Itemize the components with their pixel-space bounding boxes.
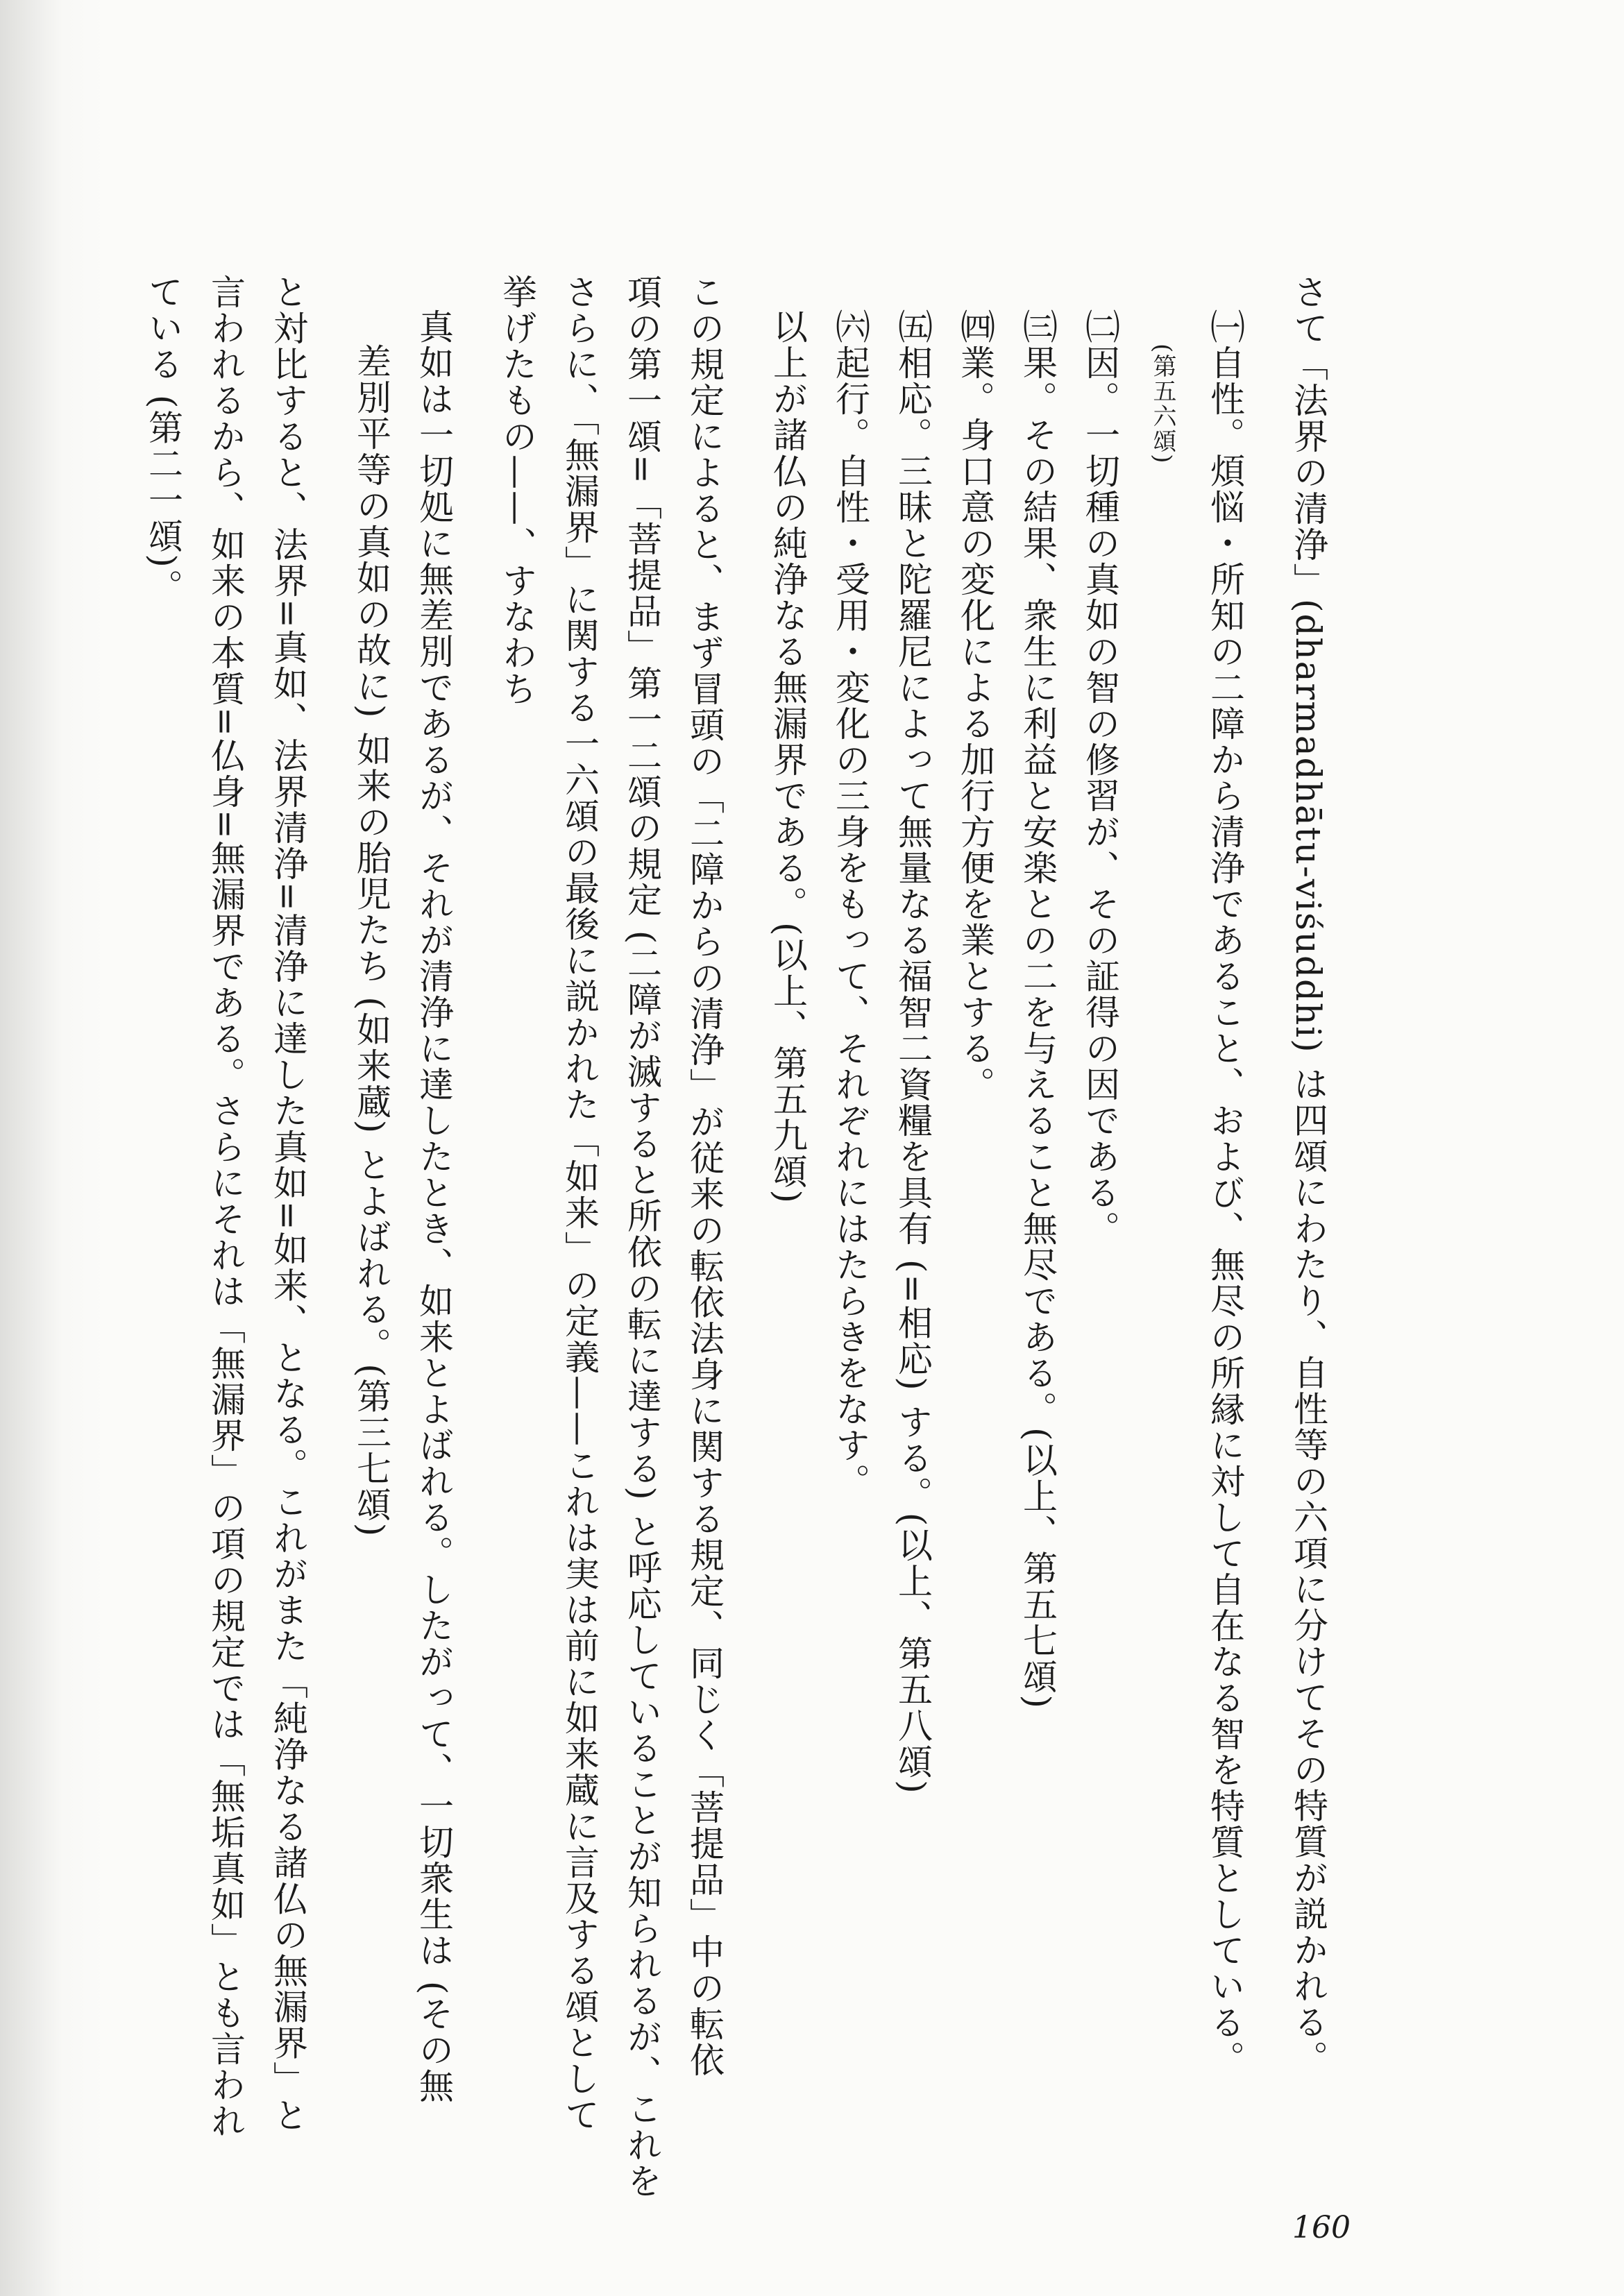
text-line: ㈢果。その結果、衆生に利益と安楽との二を与えること無尽である。(以上、第五七頌) — [1017, 309, 1058, 1710]
body-text — [132, 274, 1339, 2200]
text-line: 挙げたもの——、すなわち — [497, 274, 537, 707]
text-line: 以上が諸仏の純浄なる無漏界である。(以上、第五九頌) — [768, 309, 808, 1205]
text-line: 真如は一切処に無差別であるが、それが清浄に達したとき、如来とよばれる。したがって、一切衆生は (その無 — [414, 309, 454, 2104]
text-line: ㈡因。一切種の真如の智の修習が、その証得の因である。 — [1080, 309, 1120, 1247]
text-line: ㈤相応。三昧と陀羅尼によって無量なる福智二資糧を具有 (=相応) する。(以上、第五八頌) — [893, 309, 933, 1795]
text-line: さらに、「無漏界」に関する一六頌の最後に説かれた「如来」の定義——これは実は前に如来蔵に言及する頌として — [559, 274, 600, 2133]
text-line: と対比すると、法界=真如、法界清浄=清浄に達した真如=如来、となる。これがまた「純浄なる諸仏の無漏界」と — [268, 274, 308, 2134]
text-line: ㈥起行。自性・受用・変化の三身をもって、それぞれにはたらきをなす。 — [830, 309, 870, 1499]
text-line: この規定によると、まず冒頭の「二障からの清浄」が従来の転依法身に関する規定、同じく「菩提品」中の転依 — [684, 274, 725, 2078]
text-line-citation: (第五六頌) — [1149, 343, 1176, 465]
text-line: ㈣業。身口意の変化による加行方便を業とする。 — [955, 309, 995, 1103]
text-line: 差別平等の真如の故に) 如来の胎児たち (如来蔵) とよばれる。(第三七頌) — [351, 343, 391, 1538]
text-line: さて「法界の清浄」(dharmadhātu-viśuddhi) は四頌にわたり、自性等の六項に分けてその特質が説かれる。 — [1288, 274, 1328, 2077]
page-edge-shadow — [0, 0, 104, 2296]
text-line: 項の第一頌=「菩提品」第一二頌の規定 (二障が滅すると所依の転に達する) と呼応していることが知られるが、これを — [622, 274, 662, 2200]
text-line: ㈠自性。煩悩・所知の二障から清浄であること、および、無尽の所縁に対して自在なる智を特質としている。 — [1205, 309, 1245, 2077]
text-line: ている (第二一頌)。 — [143, 274, 183, 605]
text-line: 言われるから、如来の本質=仏身=無漏界である。さらにそれは「無漏界」の項の規定では「無垢真如」とも言われ — [205, 274, 246, 2139]
page-number: 160 — [1292, 2210, 1351, 2245]
